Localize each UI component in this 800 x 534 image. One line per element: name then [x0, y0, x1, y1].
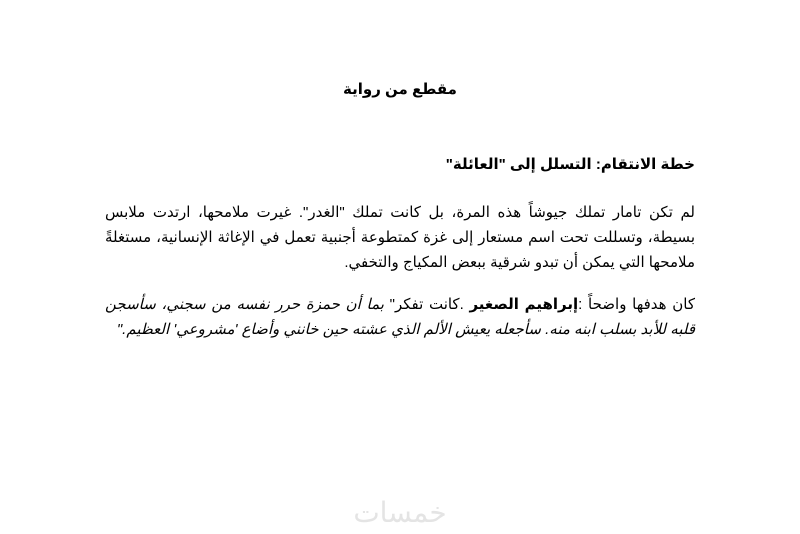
paragraph-goal: [105, 292, 695, 342]
watermark-logo: خمسات: [353, 496, 447, 529]
section-heading: خطة الانتقام: التسلل إلى "العائلة": [445, 156, 695, 173]
document-title: مقطع من رواية: [343, 81, 457, 98]
paragraph-disguise: لم تكن تامار تملك جيوشاً هذه المرة، بل كانت تملك "الغدر". غيرت ملامحها، ارتدت ملابس بسيطة، وتسللت تحت اسم مستعار إلى غزة كمتطوعة أجنبية تعمل في الإغاثة الإنسانية، مستغلةً ملامحها التي يمكن أن تبدو شرقية ببعض المكياج والتخفي.: [105, 204, 695, 271]
paragraph-goal-quote: بما أن حمزة حرر نفسه من سجني، سأسجن قلبه للأبد بسلب ابنه منه. سأجعله يعيش الألم الذي عشته حين خانني وأضاع 'مشروعي' العظيم: [105, 296, 695, 338]
paragraph-goal-closing: .": [116, 321, 127, 338]
character-name: إبراهيم الصغير: [469, 296, 579, 313]
paragraph-goal-intro: كان هدفها واضحاً :: [578, 296, 695, 313]
paragraph-goal-transition: .كانت تفكر": [383, 296, 470, 313]
